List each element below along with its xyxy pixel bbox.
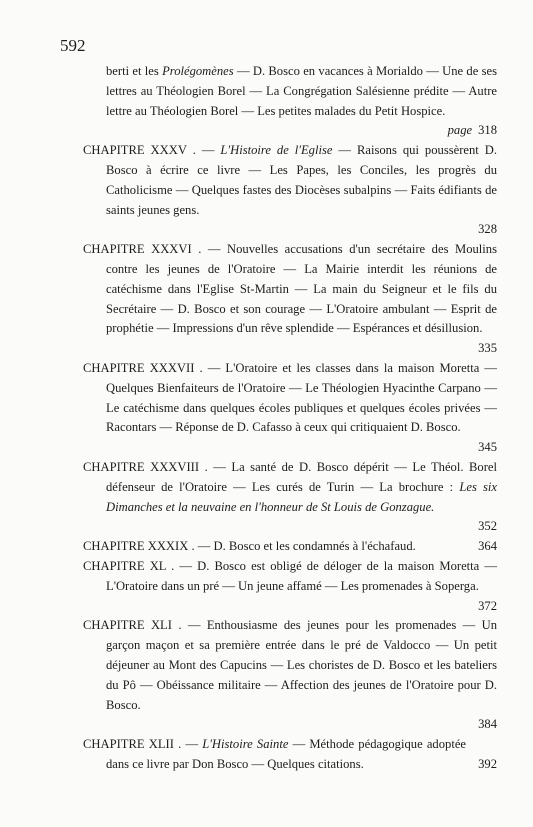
toc-entry-text — [83, 557, 497, 597]
page-ref-number: 352 — [478, 519, 497, 534]
toc-entry — [83, 141, 497, 240]
summary-text: . — L'Oratoire et les classes dans la maison Moretta — Quelques Bienfaiteurs de l'Oratoire — Le Théologien Hyacinthe Carpano — Le catéchisme dans quelques écoles publiques et quelques écoles privées — Racontars — Réponse de D. Cafasso à ceux qui critiquaient D. Bosco. — [106, 360, 497, 435]
page-reference — [83, 121, 497, 141]
page-ref-number: 364 — [478, 539, 497, 554]
chapter-heading: CHAPITRE XXXVI — [83, 242, 192, 257]
summary-text: . — La santé de D. Bosco dépérit — Le Théol. Borel défenseur de l'Oratoire — Les curés de Turin — La brochure : — [106, 459, 497, 494]
page-ref-number: 345 — [478, 440, 497, 455]
page-label: page — [447, 123, 473, 138]
summary-text: . — D. Bosco et les condamnés à l'échafaud. — [188, 539, 416, 554]
chapter-heading: CHAPITRE XXXVII — [83, 360, 195, 375]
summary-text: — D. Bosco en vacances à Morialdo — Une de ses lettres au Théologien Borel — La Congrégation Salésienne prédite — Autre lettre au Théologien Borel — Les petites malades du Petit Hospice. — [106, 64, 497, 118]
summary-text: — Méthode pédagogique adoptée dans ce livre par Don Bosco — Quelques citations. — [106, 737, 466, 771]
page-ref-number: 384 — [478, 717, 497, 732]
chapter-heading: CHAPITRE XXXIX — [83, 539, 189, 554]
page-reference — [83, 715, 497, 735]
chapter-heading: CHAPITRE XL — [83, 558, 167, 573]
toc-entry — [83, 240, 497, 359]
summary-text: . — Nouvelles accusations d'un secrétaire des Moulins contre les jeunes de l'Oratoire — La Mairie interdit les réunions de catéchisme dans l'Eglise St-Martin — La main du Seigneur et le fils du Secrétaire — D. Bosco et son courage — L'Oratoire ambulant — Esprit de prophétie — Impressions d'un rêve splendide — Espérances et désillusion. — [106, 242, 497, 336]
page-ref-number: 318 — [478, 123, 497, 138]
page-ref-number: 392 — [478, 756, 497, 771]
toc-entry — [83, 616, 497, 735]
toc-entry — [83, 458, 497, 537]
italic-title: Prolégomènes — [162, 64, 234, 78]
italic-title: L'Histoire Sainte — [202, 737, 289, 752]
page-reference — [83, 220, 497, 240]
toc-entry-text — [83, 240, 497, 339]
page-reference — [83, 517, 497, 537]
toc-entry-text — [83, 141, 497, 220]
page-reference — [83, 597, 497, 617]
toc-entry — [83, 735, 497, 775]
toc-entry — [83, 62, 497, 141]
toc-entry-text — [83, 616, 497, 715]
page-ref-number: 372 — [478, 598, 497, 613]
summary-text: . — — [173, 737, 203, 752]
page-ref-number: 335 — [478, 341, 497, 356]
italic-title: L'Histoire de l'Eglise — [220, 143, 333, 158]
toc-entry-text — [83, 62, 497, 121]
summary-text: — Raisons qui poussèrent D. Bosco à écrire ce livre — Les Papes, les Conciles, les progrès du Catholicisme — Quelques fastes des Diocèses subalpins — Faits édifiants de saints jeunes gens. — [106, 143, 498, 217]
toc-entry-text — [83, 537, 466, 557]
chapter-heading: CHAPITRE XLII — [83, 737, 174, 752]
toc-entry-text — [83, 359, 497, 438]
page-ref-number: 328 — [478, 222, 497, 237]
chapter-heading: CHAPITRE XXXVIII — [83, 459, 200, 474]
page-reference — [83, 339, 497, 359]
summary-text: . — — [186, 143, 221, 158]
toc-entry-text — [83, 735, 466, 775]
toc-entry — [83, 537, 497, 557]
summary-text: berti et les — [106, 64, 163, 78]
summary-text: . — Enthousiasme des jeunes pour les promenades — Un garçon maçon et sa première entrée dans le pré de Valdocco — Un petit déjeuner au Mont des Capucins — Les choristes de D. Bosco et les bateliers du Pô — Obéissance militaire — Affection des jeunes de l'Oratoire pour D. Bosco. — [106, 618, 498, 712]
summary-text: . — D. Bosco est obligé de déloger de la maison Moretta — L'Oratoire dans un pré — Un jeune affamé — Les promenades à Soperga. — [106, 558, 497, 593]
page-number: 592 — [60, 36, 86, 55]
toc-entry — [83, 557, 497, 616]
toc-entry — [83, 359, 497, 458]
italic-title: Les six Dimanches et la neuvaine en l'honneur de St Louis de Gonzague. — [106, 479, 498, 514]
chapter-heading: CHAPITRE XLI — [83, 618, 172, 633]
chapter-heading: CHAPITRE XXXV — [83, 143, 187, 158]
page-reference — [83, 438, 497, 458]
toc-entry-text — [83, 458, 497, 517]
table-of-contents — [83, 62, 497, 775]
